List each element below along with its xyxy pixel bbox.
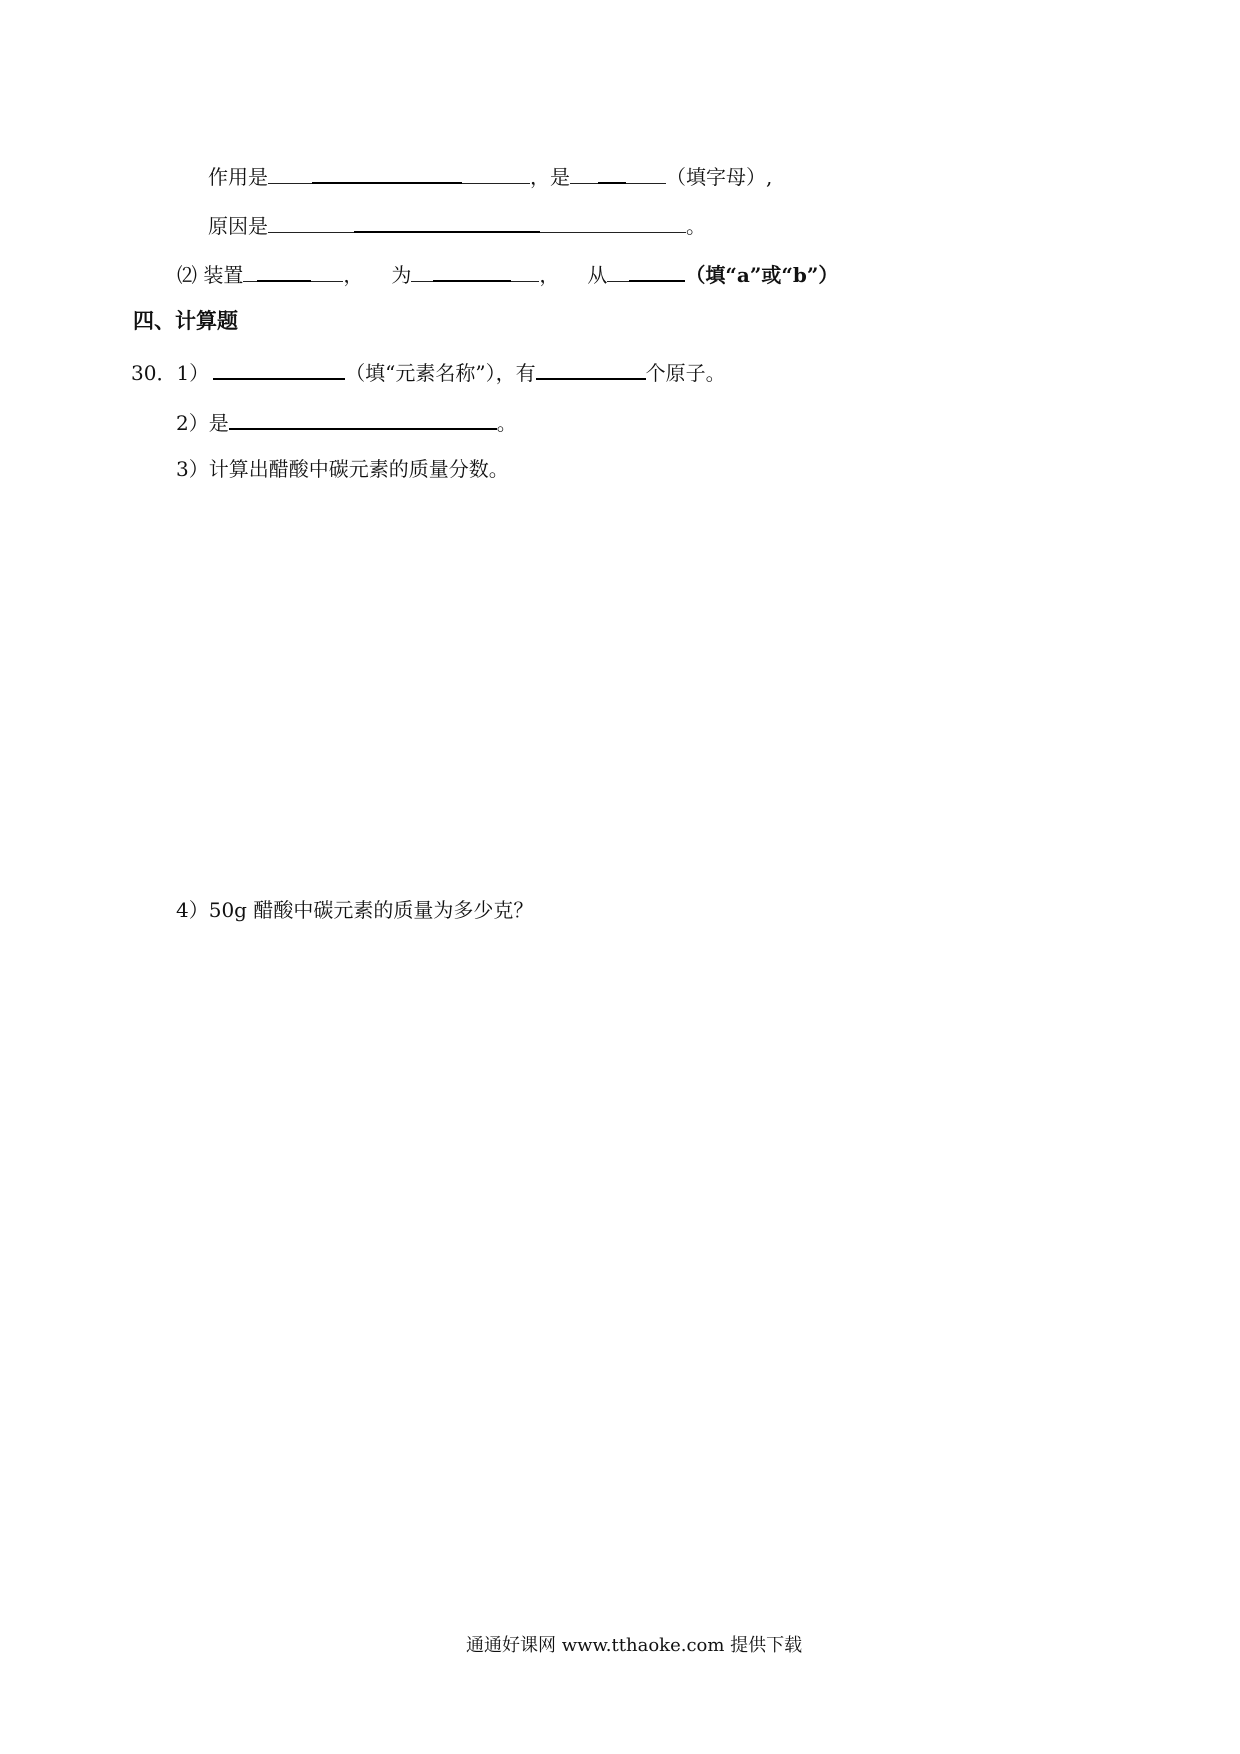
q29-line2-prefix: 原因是 xyxy=(208,214,268,238)
q29-line1-mid: ，是 xyxy=(530,165,570,189)
q29-line-3 xyxy=(177,259,838,288)
q29-subquestion-number: ⑵ xyxy=(177,263,197,287)
q29-line2-suffix: 。 xyxy=(686,214,706,238)
answer-blank[interactable] xyxy=(229,407,497,430)
answer-blank[interactable] xyxy=(268,161,530,184)
q29-line3-comma: ， xyxy=(343,263,364,287)
q30-part-3: 3）计算出醋酸中碳元素的质量分数。 xyxy=(176,457,509,481)
q30-part1-suffix: 个原子。 xyxy=(645,361,726,385)
answer-blank[interactable] xyxy=(570,161,666,184)
q29-line1-suffix: （填字母）, xyxy=(666,165,773,189)
answer-blank[interactable] xyxy=(536,357,646,380)
answer-blank[interactable] xyxy=(411,259,539,282)
q30-part1-mid: （填“元素名称”），有 xyxy=(345,361,536,385)
answer-blank[interactable] xyxy=(268,210,686,233)
question-number: 30． xyxy=(131,361,177,385)
q29-line-2 xyxy=(208,210,706,239)
q30-part1-label: 1） xyxy=(176,361,210,385)
section-heading: 四、计算题 xyxy=(133,309,238,333)
q29-line3-comma: ， xyxy=(539,263,560,287)
q29-line1-prefix: 作用是 xyxy=(208,165,268,189)
q29-line3-mid2: 从 xyxy=(587,263,608,287)
q30-part2-label: 2）是 xyxy=(176,411,229,435)
q29-line3-suffix: （填“a”或“b”） xyxy=(685,263,839,287)
q30-part-1 xyxy=(131,357,726,386)
answer-blank[interactable] xyxy=(243,259,343,282)
answer-blank[interactable] xyxy=(607,259,685,282)
q30-part-4: 4）50g 醋酸中碳元素的质量为多少克？ xyxy=(176,898,534,922)
q29-line-1 xyxy=(208,161,772,190)
page-footer: 通通好课网 www.tthaoke.com 提供下载 xyxy=(466,1635,803,1656)
q29-line3-prefix: 装置 xyxy=(203,263,244,287)
q30-part-2 xyxy=(176,407,517,436)
q29-line3-mid1: 为 xyxy=(391,263,412,287)
answer-blank[interactable] xyxy=(213,357,345,380)
q30-part2-suffix: 。 xyxy=(496,411,517,435)
